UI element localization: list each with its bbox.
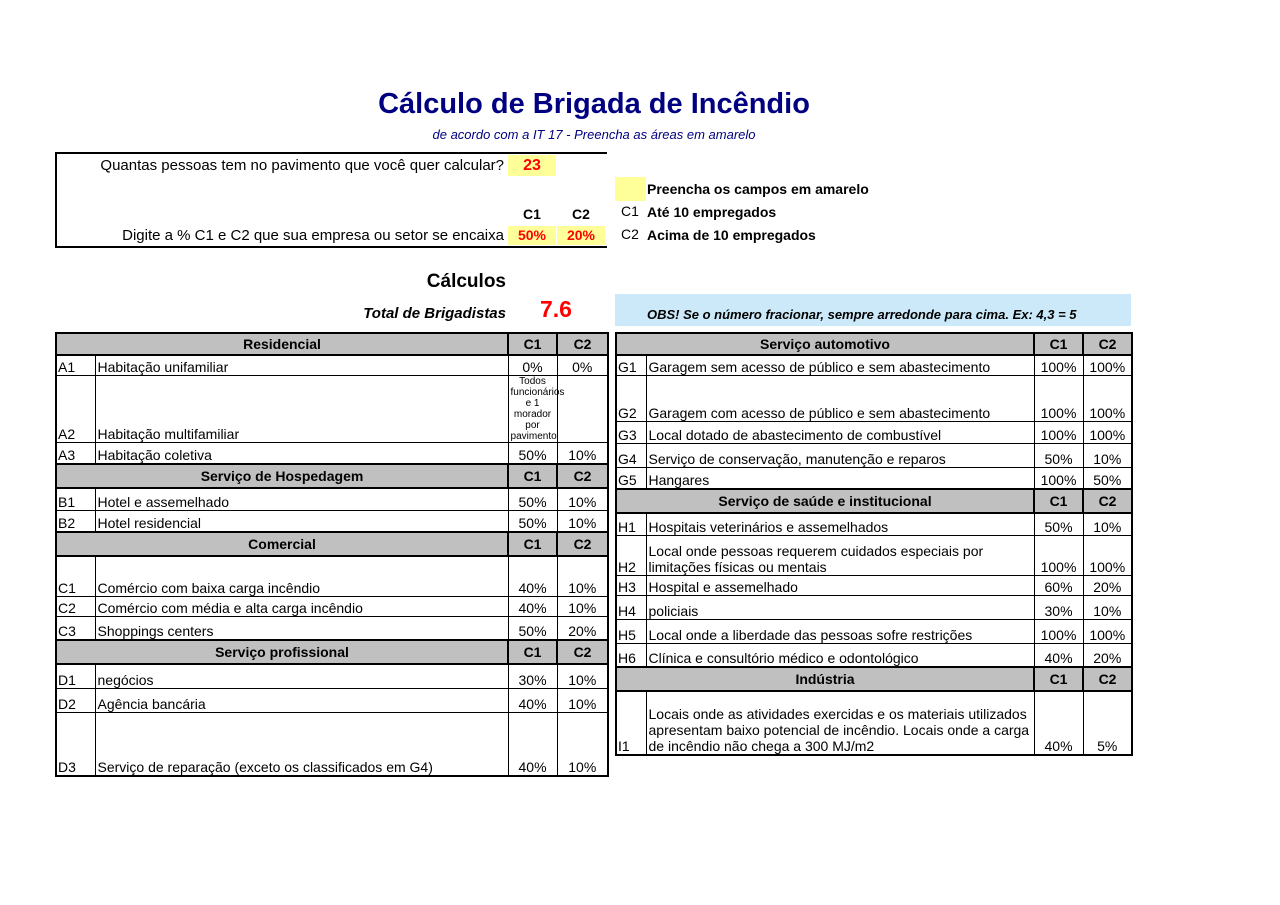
row-code: C2 <box>56 596 95 616</box>
row-c1-value: 40% <box>1034 691 1083 755</box>
row-c1-value: 40% <box>1034 643 1083 667</box>
c1-column-header: C1 <box>523 206 541 222</box>
table-row <box>56 712 608 776</box>
row-c2-value: 100% <box>1083 619 1132 643</box>
row-description: Habitação multifamiliar <box>95 375 508 442</box>
table-row <box>616 619 1132 643</box>
row-code: D1 <box>56 664 95 688</box>
group-header-c2: C2 <box>1083 333 1132 355</box>
table-row <box>616 535 1132 575</box>
row-code: C1 <box>56 556 95 596</box>
row-description: Hospitais veterinários e assemelhados <box>646 513 1034 535</box>
legend-c2-text: Acima de 10 empregados <box>647 227 816 243</box>
row-description: Hotel residencial <box>95 510 508 532</box>
row-code: D2 <box>56 688 95 712</box>
row-description: Local dotado de abastecimento de combustível <box>646 421 1034 443</box>
row-c2-value: 0% <box>557 355 608 375</box>
table-row <box>56 442 608 464</box>
row-description: Habitação coletiva <box>95 442 508 464</box>
row-description: negócios <box>95 664 508 688</box>
group-header-comercial: Comercial <box>56 532 508 556</box>
row-description: Local onde a liberdade das pessoas sofre restrições <box>646 619 1034 643</box>
row-description: policiais <box>646 595 1034 619</box>
row-note: Todos funcionários e 1 morador por pavimento <box>508 375 557 442</box>
left-occupancy-table <box>55 332 609 777</box>
row-c1-value: 40% <box>508 556 557 596</box>
row-c1-value: 40% <box>508 596 557 616</box>
row-c2-value: 10% <box>557 442 608 464</box>
table-row <box>56 688 608 712</box>
table-row <box>616 375 1132 421</box>
people-question-label: Quantas pessoas tem no pavimento que você quer calcular? <box>100 157 504 174</box>
right-occupancy-table <box>615 332 1133 756</box>
page-subtitle: de acordo com a IT 17 - Preencha as áreas em amarelo <box>432 127 756 142</box>
group-header-c1: C1 <box>1034 667 1083 691</box>
row-c2-value: 10% <box>1083 443 1132 467</box>
row-c1-value: 50% <box>508 488 557 510</box>
row-c2-value: 100% <box>1083 355 1132 375</box>
row-description: Hospital e assemelhado <box>646 575 1034 595</box>
row-description: Comércio com baixa carga incêndio <box>95 556 508 596</box>
row-description: Agência bancária <box>95 688 508 712</box>
row-description: Locais onde as atividades exercidas e os materiais utilizados apresentam baixo potencial de incêndio. Locais onde a carga de incêndio não chega a 300 MJ/m2 <box>646 691 1034 755</box>
row-c1-value: 100% <box>1034 355 1083 375</box>
row-c2-value: 10% <box>557 596 608 616</box>
row-c2-value: 10% <box>557 664 608 688</box>
calculations-heading: Cálculos <box>426 271 506 292</box>
row-c1-value: 100% <box>1034 375 1083 421</box>
row-c2-value: 10% <box>1083 513 1132 535</box>
row-c1-value: 100% <box>1034 421 1083 443</box>
row-c2-value: 10% <box>557 488 608 510</box>
row-description: Garagem com acesso de público e sem abastecimento <box>646 375 1034 421</box>
row-code: H5 <box>616 619 646 643</box>
table-row <box>616 595 1132 619</box>
row-c1-value: 100% <box>1034 535 1083 575</box>
percent-question-label: Digite a % C1 e C2 que sua empresa ou setor se encaixa <box>122 227 504 244</box>
row-c2-value: 100% <box>1083 421 1132 443</box>
row-code: H4 <box>616 595 646 619</box>
table-row <box>616 513 1132 535</box>
group-header-profissional: Serviço profissional <box>56 640 508 664</box>
c1-percent-input[interactable]: 50% <box>508 226 556 245</box>
table-row <box>56 664 608 688</box>
table-row <box>56 488 608 510</box>
yellow-legend-text: Preencha os campos em amarelo <box>647 181 869 197</box>
group-header-c2: C2 <box>557 532 608 556</box>
group-header-c1: C1 <box>508 532 557 556</box>
row-description: Local onde pessoas requerem cuidados especiais por limitações físicas ou mentais <box>646 535 1034 575</box>
people-count-input[interactable]: 23 <box>508 155 556 176</box>
row-empty-cell <box>557 375 608 442</box>
row-code: B1 <box>56 488 95 510</box>
row-c1-value: 50% <box>1034 443 1083 467</box>
legend-c2-code: C2 <box>621 226 639 242</box>
row-description: Garagem sem acesso de público e sem abastecimento <box>646 355 1034 375</box>
row-code: H2 <box>616 535 646 575</box>
row-code: G3 <box>616 421 646 443</box>
page-title: Cálculo de Brigada de Incêndio <box>378 88 810 120</box>
table-row <box>616 421 1132 443</box>
yellow-legend-swatch <box>615 177 646 201</box>
obs-note: OBS! Se o número fracionar, sempre arredonde para cima. Ex: 4,3 = 5 <box>615 294 1131 326</box>
row-c2-value: 100% <box>1083 535 1132 575</box>
group-header-c1: C1 <box>1034 333 1083 355</box>
row-c2-value: 10% <box>557 688 608 712</box>
row-c2-value: 20% <box>1083 575 1132 595</box>
row-description: Serviço de conservação, manutenção e reparos <box>646 443 1034 467</box>
row-c2-value: 20% <box>1083 643 1132 667</box>
legend-c1-code: C1 <box>621 203 639 219</box>
row-code: A3 <box>56 442 95 464</box>
group-header-c2: C2 <box>557 640 608 664</box>
row-c2-value: 20% <box>557 616 608 640</box>
group-header-c2: C2 <box>1083 667 1132 691</box>
row-code: H3 <box>616 575 646 595</box>
group-header-hospedagem: Serviço de Hospedagem <box>56 464 508 488</box>
row-c1-value: 60% <box>1034 575 1083 595</box>
row-c1-value: 40% <box>508 712 557 776</box>
c2-percent-input[interactable]: 20% <box>557 226 605 245</box>
group-header-residencial: Residencial <box>56 333 508 355</box>
c2-column-header: C2 <box>572 206 590 222</box>
row-c1-value: 50% <box>508 510 557 532</box>
row-c1-value: 50% <box>508 442 557 464</box>
row-description: Clínica e consultório médico e odontológico <box>646 643 1034 667</box>
row-c1-value: 50% <box>1034 513 1083 535</box>
row-c2-value: 50% <box>1083 467 1132 489</box>
row-c1-value: 30% <box>1034 595 1083 619</box>
row-code: G5 <box>616 467 646 489</box>
group-header-c1: C1 <box>1034 489 1083 513</box>
row-c1-value: 50% <box>508 616 557 640</box>
legend-c1-text: Até 10 empregados <box>647 204 777 220</box>
row-c1-value: 100% <box>1034 467 1083 489</box>
group-header-c2: C2 <box>557 464 608 488</box>
row-c1-value: 0% <box>508 355 557 375</box>
row-code: H6 <box>616 643 646 667</box>
row-code: A1 <box>56 355 95 375</box>
row-description: Habitação unifamiliar <box>95 355 508 375</box>
row-code: B2 <box>56 510 95 532</box>
row-c1-value: 100% <box>1034 619 1083 643</box>
row-description: Shoppings centers <box>95 616 508 640</box>
group-header-c1: C1 <box>508 640 557 664</box>
table-row <box>56 355 608 375</box>
row-code: A2 <box>56 375 95 442</box>
table-row <box>56 375 608 442</box>
table-row <box>616 355 1132 375</box>
row-code: D3 <box>56 712 95 776</box>
row-c2-value: 10% <box>557 510 608 532</box>
table-row <box>56 596 608 616</box>
table-row <box>56 616 608 640</box>
row-code: H1 <box>616 513 646 535</box>
row-code: G2 <box>616 375 646 421</box>
row-description: Comércio com média e alta carga incêndio <box>95 596 508 616</box>
group-header-c1: C1 <box>508 333 557 355</box>
row-code: I1 <box>616 691 646 755</box>
group-header-industria: Indústria <box>616 667 1034 691</box>
table-row <box>616 443 1132 467</box>
table-row <box>616 575 1132 595</box>
row-code: G4 <box>616 443 646 467</box>
group-header-c1: C1 <box>508 464 557 488</box>
row-description: Hangares <box>646 467 1034 489</box>
table-row <box>56 556 608 596</box>
total-brigadistas-value: 7.6 <box>540 296 572 322</box>
table-row <box>616 467 1132 489</box>
row-code: C3 <box>56 616 95 640</box>
row-code: G1 <box>616 355 646 375</box>
row-description: Hotel e assemelhado <box>95 488 508 510</box>
table-row <box>616 643 1132 667</box>
row-c2-value: 10% <box>557 556 608 596</box>
row-description: Serviço de reparação (exceto os classificados em G4) <box>95 712 508 776</box>
row-c2-value: 100% <box>1083 375 1132 421</box>
row-c2-value: 5% <box>1083 691 1132 755</box>
group-header-c2: C2 <box>1083 489 1132 513</box>
row-c1-value: 40% <box>508 688 557 712</box>
table-row <box>616 691 1132 755</box>
row-c1-value: 30% <box>508 664 557 688</box>
group-header-saude: Serviço de saúde e institucional <box>616 489 1034 513</box>
row-c2-value: 10% <box>1083 595 1132 619</box>
group-header-c2: C2 <box>557 333 608 355</box>
total-brigadistas-label: Total de Brigadistas <box>363 305 506 322</box>
table-row <box>56 510 608 532</box>
group-header-automotivo: Serviço automotivo <box>616 333 1034 355</box>
row-c2-value: 10% <box>557 712 608 776</box>
